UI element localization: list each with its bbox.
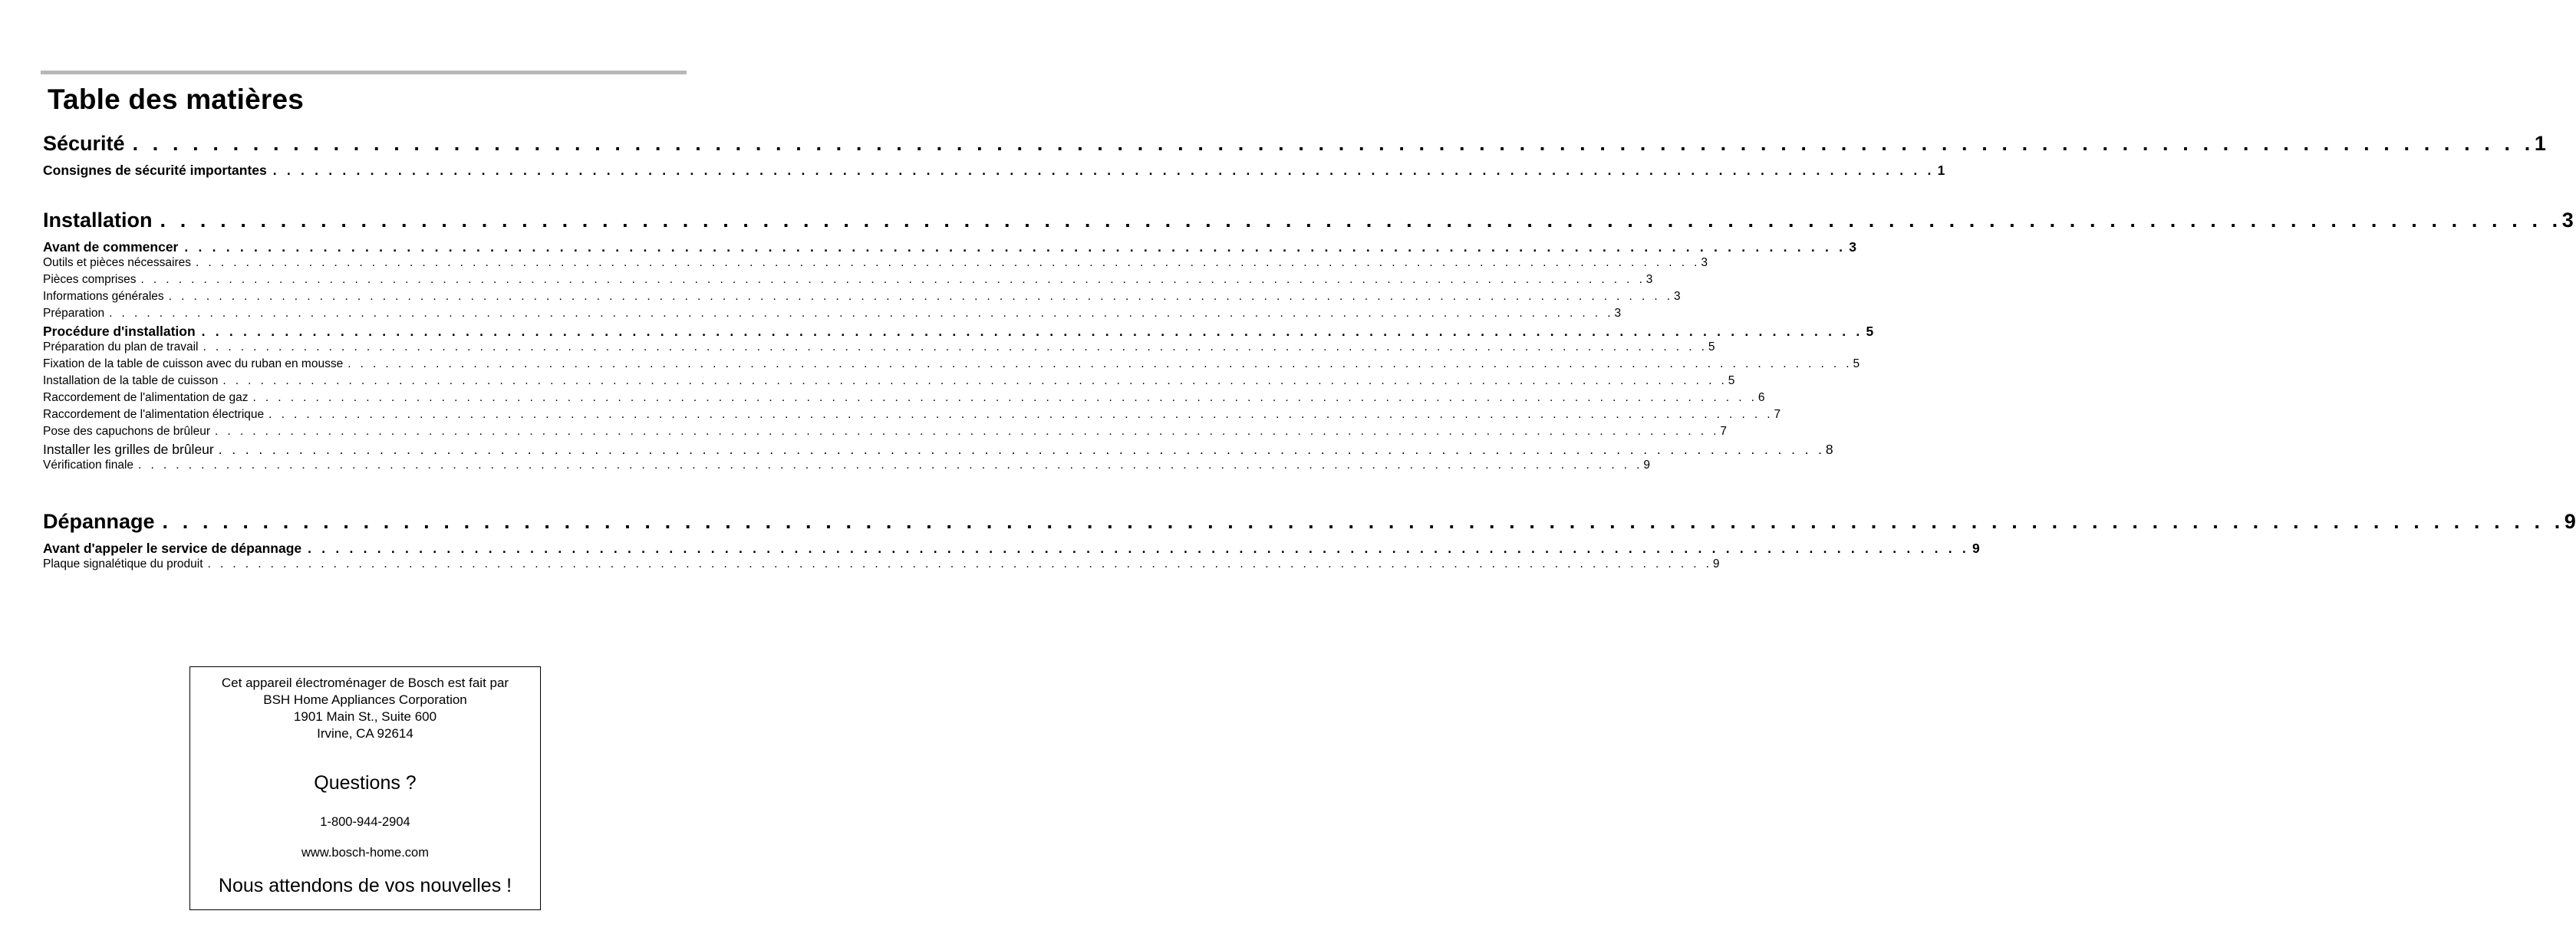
page-title: Table des matières	[48, 84, 305, 115]
toc-entry-page: 3	[1674, 290, 1681, 303]
toc-leader: . . . . . . . . . . . . . . . . . . . . . . . . . . . . . . . . . . . . . . . . . . . . . . . . . . . . . . . . . . . . . . . . . . . . . . . . . . . . . . . . . . . . . . . . . . . . . . . . . . . . . . . . . . . . . . . . . . . . . . . .	[184, 239, 1846, 255]
toc-entry[interactable]	[43, 132, 2546, 159]
toc-entry-label: Vérification finale	[43, 459, 134, 472]
toc-entry-page: 8	[1825, 442, 1833, 457]
toc-leader: . . . . . . . . . . . . . . . . . . . . . . . . . . . . . . . . . . . . . . . . . . . . . . . . . . . . . . . . . . . . . . . . . . . . . . . . . . . . . . . . . . . . . . . . . . . . . . . . . . . . . . . . . . . . . . . . . . . . . . . .	[162, 510, 2564, 533]
toc-entry-label: Pièces comprises	[43, 273, 137, 286]
toc-leader: . . . . . . . . . . . . . . . . . . . . . . . . . . . . . . . . . . . . . . . . . . . . . . . . . . . . . . . . . . . . . . . . . . . . . . . . . . . . . . . . . . . . . . . . . . . . . . . . . . . . . . . . . . . . . . . . . . . . . . . .	[160, 209, 2562, 232]
toc-entry[interactable]	[43, 307, 1622, 324]
toc-entry[interactable]	[43, 459, 1650, 475]
manufacturer-line: Cet appareil électroménager de Bosch est fait par	[221, 676, 509, 690]
toc-entry-label: Installation	[43, 209, 153, 232]
toc-leader: . . . . . . . . . . . . . . . . . . . . . . . . . . . . . . . . . . . . . . . . . . . . . . . . . . . . . . . . . . . . . . . . . . . . . . . . . . . . . . . . . . . . . . . . . . . . . . . . . . . . . . . . . . . . . . . . . . . . . . . .	[138, 459, 1643, 472]
website-link[interactable]: www.bosch-home.com	[301, 846, 429, 860]
toc-entry[interactable]	[43, 357, 1860, 374]
toc-entry-page: 7	[1720, 425, 1727, 438]
toc-entry-page: 3	[1701, 256, 1708, 269]
phone-number[interactable]: 1-800-944-2904	[320, 815, 410, 829]
closing-message: Nous attendons de vos nouvelles !	[218, 875, 512, 896]
toc-leader: . . . . . . . . . . . . . . . . . . . . . . . . . . . . . . . . . . . . . . . . . . . . . . . . . . . . . . . . . . . . . . . . . . . . . . . . . . . . . . . . . . . . . . . . . . . . . . . . . . . . . . . . . . . . . . . . . . . . . . . .	[109, 307, 1614, 320]
toc-entry-label: Informations générales	[43, 290, 164, 303]
toc-entry[interactable]	[43, 340, 1715, 357]
toc-entry-label: Sécurité	[43, 132, 125, 155]
toc-entry[interactable]	[43, 391, 1765, 408]
toc-entry-label: Fixation de la table de cuisson avec du ruban en mousse	[43, 357, 344, 370]
toc-entry[interactable]	[43, 425, 1727, 442]
toc-entry[interactable]	[43, 408, 1781, 425]
toc-entry-label: Installation de la table de cuisson	[43, 374, 219, 387]
toc-leader: . . . . . . . . . . . . . . . . . . . . . . . . . . . . . . . . . . . . . . . . . . . . . . . . . . . . . . . . . . . . . . . . . . . . . . . . . . . . . . . . . . . . . . . . . . . . . . . . . . . . . . . . . . . . . . . . . . . . . . . .	[268, 408, 1774, 421]
toc-entry[interactable]	[43, 256, 1708, 273]
toc-leader: . . . . . . . . . . . . . . . . . . . . . . . . . . . . . . . . . . . . . . . . . . . . . . . . . . . . . . . . . . . . . . . . . . . . . . . . . . . . . . . . . . . . . . . . . . . . . . . . . . . . . . . . . . . . . . . . . . . . . . . .	[215, 425, 1720, 438]
toc-entry-page: 5	[1853, 357, 1860, 370]
toc-leader: . . . . . . . . . . . . . . . . . . . . . . . . . . . . . . . . . . . . . . . . . . . . . . . . . . . . . . . . . . . . . . . . . . . . . . . . . . . . . . . . . . . . . . . . . . . . . . . . . . . . . . . . . . . . . . . . . . . . . . . .	[132, 132, 2535, 155]
toc-entry-label: Dépannage	[43, 510, 155, 533]
toc-leader: . . . . . . . . . . . . . . . . . . . . . . . . . . . . . . . . . . . . . . . . . . . . . . . . . . . . . . . . . . . . . . . . . . . . . . . . . . . . . . . . . . . . . . . . . . . . . . . . . . . . . . . . . . . . . . . . . . . . . . . .	[168, 290, 1673, 303]
toc-entry-page: 3	[1645, 273, 1653, 286]
toc-entry-label: Préparation	[43, 307, 105, 320]
toc-entry-label: Procédure d'installation	[43, 324, 196, 339]
toc-section-depannage	[43, 510, 2576, 574]
toc-entry-page: 5	[1708, 340, 1715, 353]
toc-entry-label: Préparation du plan de travail	[43, 340, 199, 353]
toc-leader: . . . . . . . . . . . . . . . . . . . . . . . . . . . . . . . . . . . . . . . . . . . . . . . . . . . . . . . . . . . . . . . . . . . . . . . . . . . . . . . . . . . . . . . . . . . . . . . . . . . . . . . . . . . . . . . . . . . . . . . .	[272, 163, 1935, 178]
toc-leader: . . . . . . . . . . . . . . . . . . . . . . . . . . . . . . . . . . . . . . . . . . . . . . . . . . . . . . . . . . . . . . . . . . . . . . . . . . . . . . . . . . . . . . . . . . . . . . . . . . . . . . . . . . . . . . . . . . . . . . . .	[308, 541, 1969, 556]
toc-entry-page: 9	[1643, 459, 1650, 472]
toc-entry-label: Avant de commencer	[43, 239, 179, 255]
toc-entry-page: 1	[2534, 132, 2546, 155]
toc-entry-label: Plaque signalétique du produit	[43, 557, 203, 571]
toc-entry-label: Avant d'appeler le service de dépannage	[43, 541, 302, 556]
company-name: BSH Home Appliances Corporation	[263, 692, 467, 707]
street-address: 1901 Main St., Suite 600	[293, 709, 437, 724]
manufacturer-address	[190, 675, 540, 742]
toc-entry[interactable]	[43, 209, 2574, 236]
toc-entry-label: Installer les grilles de brûleur	[43, 442, 214, 457]
toc-entry-page: 5	[1866, 324, 1874, 339]
toc-entry-page: 3	[2561, 209, 2574, 232]
toc-leader: . . . . . . . . . . . . . . . . . . . . . . . . . . . . . . . . . . . . . . . . . . . . . . . . . . . . . . . . . . . . . . . . . . . . . . . . . . . . . . . . . . . . . . . . . . . . . . . . . . . . . . . . . . . . . . . . . . . . . . . .	[348, 357, 1853, 370]
toc-leader: . . . . . . . . . . . . . . . . . . . . . . . . . . . . . . . . . . . . . . . . . . . . . . . . . . . . . . . . . . . . . . . . . . . . . . . . . . . . . . . . . . . . . . . . . . . . . . . . . . . . . . . . . . . . . . . . . . . . . . . .	[203, 340, 1708, 353]
questions-heading: Questions ?	[314, 772, 417, 794]
toc-entry-page: 6	[1757, 391, 1765, 404]
toc-entry[interactable]	[43, 510, 2576, 538]
toc-entry-label: Raccordement de l'alimentation de gaz	[43, 391, 249, 404]
toc-leader: . . . . . . . . . . . . . . . . . . . . . . . . . . . . . . . . . . . . . . . . . . . . . . . . . . . . . . . . . . . . . . . . . . . . . . . . . . . . . . . . . . . . . . . . . . . . . . . . . . . . . . . . . . . . . . . . . . . . . . . .	[201, 324, 1863, 339]
toc-entry[interactable]	[43, 163, 1945, 179]
toc-leader: . . . . . . . . . . . . . . . . . . . . . . . . . . . . . . . . . . . . . . . . . . . . . . . . . . . . . . . . . . . . . . . . . . . . . . . . . . . . . . . . . . . . . . . . . . . . . . . . . . . . . . . . . . . . . . . . . . . . . . . .	[222, 374, 1728, 387]
toc-entry-page: 3	[1849, 239, 1856, 255]
toc-entry-page: 9	[1972, 541, 1980, 556]
toc-entry-label: Outils et pièces nécessaires	[43, 256, 191, 269]
toc-entry-page: 9	[2564, 510, 2576, 533]
toc-entry-page: 7	[1774, 408, 1781, 421]
top-rule	[41, 71, 687, 74]
toc-entry-page: 1	[1937, 163, 1945, 178]
toc-leader: . . . . . . . . . . . . . . . . . . . . . . . . . . . . . . . . . . . . . . . . . . . . . . . . . . . . . . . . . . . . . . . . . . . . . . . . . . . . . . . . . . . . . . . . . . . . . . . . . . . . . . . . . . . . . . . . . . . . . . . .	[252, 391, 1757, 404]
toc-entry-page: 3	[1614, 307, 1622, 320]
toc-entry[interactable]	[43, 273, 1653, 290]
toc-entry[interactable]	[43, 324, 1874, 340]
toc-leader: . . . . . . . . . . . . . . . . . . . . . . . . . . . . . . . . . . . . . . . . . . . . . . . . . . . . . . . . . . . . . . . . . . . . . . . . . . . . . . . . . . . . . . . . . . . . . . . . . . . . . . . . . . . . . . . . . . . . . . . .	[218, 442, 1825, 457]
toc-leader: . . . . . . . . . . . . . . . . . . . . . . . . . . . . . . . . . . . . . . . . . . . . . . . . . . . . . . . . . . . . . . . . . . . . . . . . . . . . . . . . . . . . . . . . . . . . . . . . . . . . . . . . . . . . . . . . . . . . . . . .	[140, 273, 1645, 286]
toc-section-installation	[43, 209, 2574, 475]
toc-entry[interactable]	[43, 374, 1735, 391]
toc-leader: . . . . . . . . . . . . . . . . . . . . . . . . . . . . . . . . . . . . . . . . . . . . . . . . . . . . . . . . . . . . . . . . . . . . . . . . . . . . . . . . . . . . . . . . . . . . . . . . . . . . . . . . . . . . . . . . . . . . . . . .	[195, 256, 1701, 269]
toc-section-securite	[43, 132, 2546, 179]
toc-entry-label: Consignes de sécurité importantes	[43, 163, 267, 178]
toc-entry[interactable]	[43, 541, 1980, 557]
toc-entry-page: 5	[1728, 374, 1735, 387]
toc-entry-page: 9	[1712, 557, 1720, 571]
toc-leader: . . . . . . . . . . . . . . . . . . . . . . . . . . . . . . . . . . . . . . . . . . . . . . . . . . . . . . . . . . . . . . . . . . . . . . . . . . . . . . . . . . . . . . . . . . . . . . . . . . . . . . . . . . . . . . . . . . . . . . . .	[207, 557, 1712, 571]
toc-entry[interactable]	[43, 290, 1681, 307]
toc-entry[interactable]	[43, 239, 1856, 256]
toc-entry-label: Pose des capuchons de brûleur	[43, 425, 211, 438]
toc-entry-label: Raccordement de l'alimentation électrique	[43, 408, 265, 421]
toc-entry[interactable]	[43, 442, 1833, 459]
contact-box	[189, 666, 541, 910]
toc-entry[interactable]	[43, 557, 1720, 574]
city-state-zip: Irvine, CA 92614	[317, 726, 413, 741]
